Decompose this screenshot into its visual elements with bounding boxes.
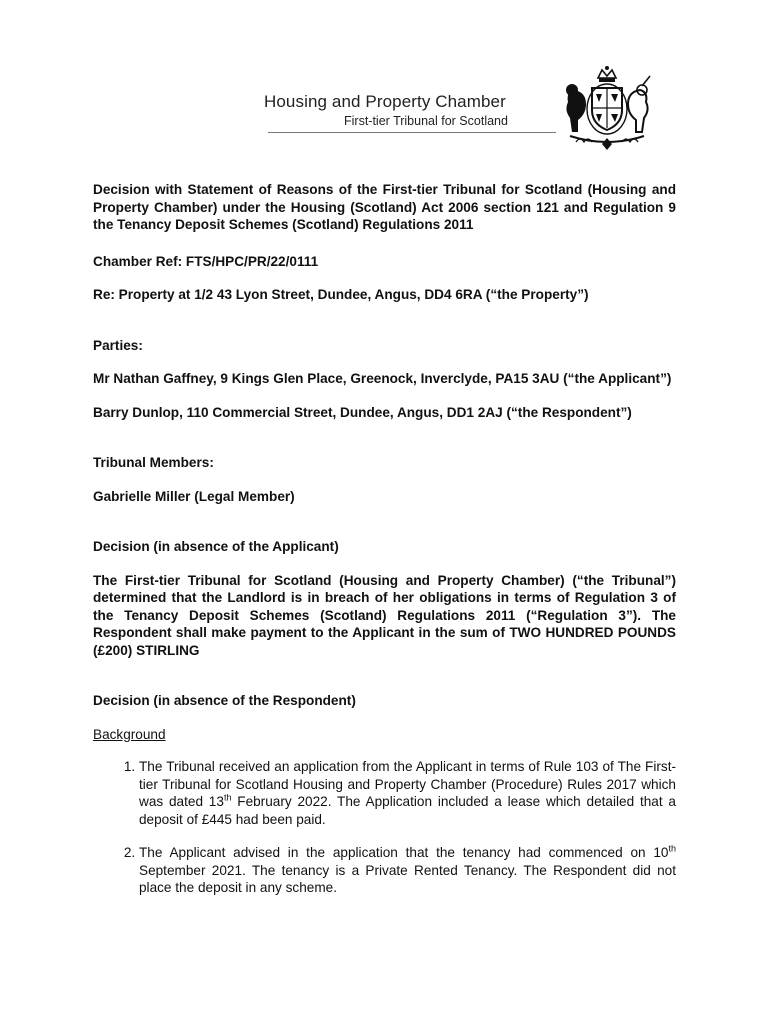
applicant-line: Mr Nathan Gaffney, 9 Kings Glen Place, Greenock, Inverclyde, PA15 3AU (“the Applicant”) xyxy=(93,371,672,386)
decision-text: The First-tier Tribunal for Scotland (Housing and Property Chamber) (“the Tribunal”) determined that the Landlord is in breach of her obligations in terms of Regulation 3 of the Tenancy Deposit Schemes (Scotland) Regulations 2011 (“Regulation 3”). The Respondent shall make payment to the Applicant in the sum of TWO HUNDRED POUNDS (£200) STIRLING xyxy=(93,572,676,658)
royal-coat-of-arms-icon xyxy=(556,64,658,154)
property-line: Re: Property at 1/2 43 Lyon Street, Dundee, Angus, DD4 6RA (“the Property”) xyxy=(93,287,589,302)
document-body xyxy=(93,181,676,897)
document-title: Decision with Statement of Reasons of the First-tier Tribunal for Scotland (Housing and Property Chamber) under the Housing (Scotland) Act 2006 section 121 and Regulation 9 the Tenancy Deposit Schemes (Scotland) Regulations 2011 xyxy=(93,182,676,232)
member-line: Gabrielle Miller (Legal Member) xyxy=(93,488,295,504)
background-heading: Background xyxy=(93,726,166,742)
background-list xyxy=(93,758,676,897)
list-item: 2. The Applicant advised in the application that the tenancy had commenced on 10th September 2021. The tenancy is a Private Rented Tenancy. The Respondent did not place the deposit in any scheme. xyxy=(139,844,676,897)
org-subtitle: First-tier Tribunal for Scotland xyxy=(344,114,508,128)
decision-heading-respondent-absent: Decision (in absence of the Respondent) xyxy=(93,693,356,708)
parties-heading: Parties: xyxy=(93,337,143,353)
respondent-line: Barry Dunlop, 110 Commercial Street, Dundee, Angus, DD1 2AJ (“the Respondent”) xyxy=(93,404,632,420)
decision-heading-applicant-absent: Decision (in absence of the Applicant) xyxy=(93,539,339,554)
org-name: Housing and Property Chamber xyxy=(264,92,506,111)
chamber-ref: Chamber Ref: FTS/HPC/PR/22/0111 xyxy=(93,253,319,269)
letterhead xyxy=(0,0,770,160)
list-item: 1. The Tribunal received an application from the Applicant in terms of Rule 103 of The First-tier Tribunal for Scotland Housing and Property Chamber (Procedure) Rules 2017 which was dated 13th February 2022. The Application included a lease which detailed that a deposit of £445 had been paid. xyxy=(139,758,676,828)
members-heading: Tribunal Members: xyxy=(93,455,214,470)
header-divider xyxy=(268,132,556,133)
